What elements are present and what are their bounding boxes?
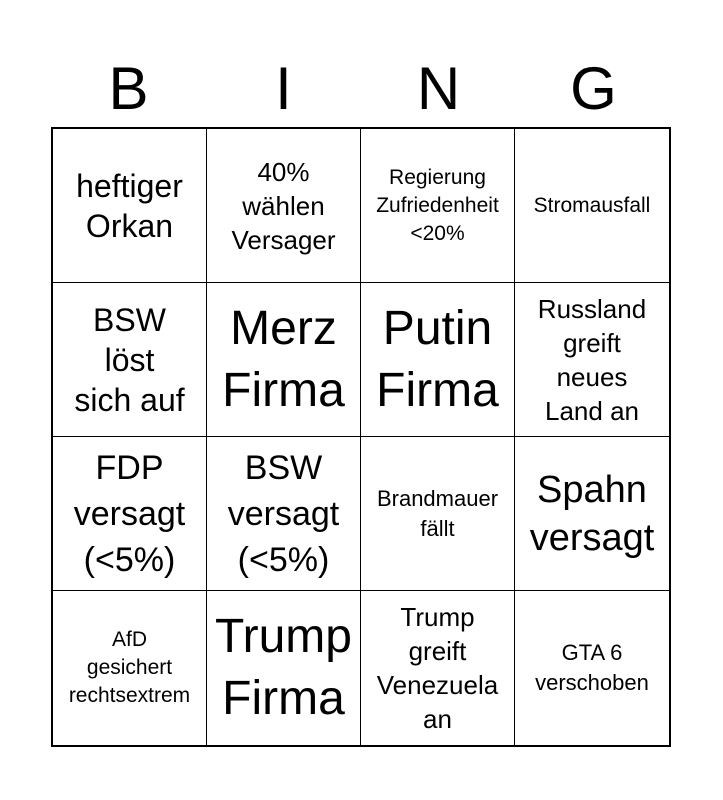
bingo-cell-r4c4[interactable] <box>515 591 669 745</box>
bingo-cell-r2c1[interactable] <box>53 283 207 437</box>
bingo-cell-r4c1[interactable] <box>53 591 207 745</box>
header-letter-g: G <box>570 55 617 122</box>
bingo-cell-r1c3[interactable] <box>361 129 515 283</box>
bingo-cell-r2c2[interactable] <box>207 283 361 437</box>
cell-text: GTA 6 verschoben <box>535 640 649 695</box>
cell-text: Merz Firma <box>222 301 345 417</box>
bingo-cell-r1c1[interactable] <box>53 129 207 283</box>
cell-text: AfD gesichert rechtsextrem <box>68 628 191 707</box>
bingo-cell-r4c3[interactable] <box>361 591 515 745</box>
cell-text: Regierung Zufriedenheit <20% <box>376 165 499 245</box>
cell-text: Trump Firma <box>215 610 352 725</box>
cell-text: Putin Firma <box>376 301 499 417</box>
header-letter-n: N <box>416 55 461 122</box>
bingo-cell-r2c4[interactable] <box>515 283 669 437</box>
cell-text: Trump greift Venezuela an <box>376 602 499 734</box>
bingo-cell-r2c3[interactable] <box>361 283 515 437</box>
bingo-cell-r4c2[interactable] <box>207 591 361 745</box>
bingo-cell-r1c4[interactable] <box>515 129 669 283</box>
cell-text: FDP versagt (<5%) <box>73 448 186 579</box>
cell-text: 40% wählen Versager <box>231 156 336 255</box>
bingo-cell-r3c4[interactable] <box>515 437 669 591</box>
header-letter-b: B <box>108 55 149 122</box>
bingo-grid <box>51 127 671 747</box>
cell-text: Spahn versagt <box>529 468 655 559</box>
cell-text: Stromausfall <box>533 193 651 217</box>
cell-text: heftiger Orkan <box>76 167 183 244</box>
bingo-cell-r3c1[interactable] <box>53 437 207 591</box>
cell-text: Russland greift neues Land an <box>537 293 647 426</box>
bingo-header <box>51 50 671 128</box>
cell-text: BSW löst sich auf <box>74 301 185 418</box>
bingo-cell-r3c3[interactable] <box>361 437 515 591</box>
bingo-cell-r1c2[interactable] <box>207 129 361 283</box>
cell-text: Brandmauer fällt <box>376 485 499 541</box>
cell-text: BSW versagt (<5%) <box>227 448 340 579</box>
header-letter-i: I <box>275 55 292 122</box>
bingo-cell-r3c2[interactable] <box>207 437 361 591</box>
